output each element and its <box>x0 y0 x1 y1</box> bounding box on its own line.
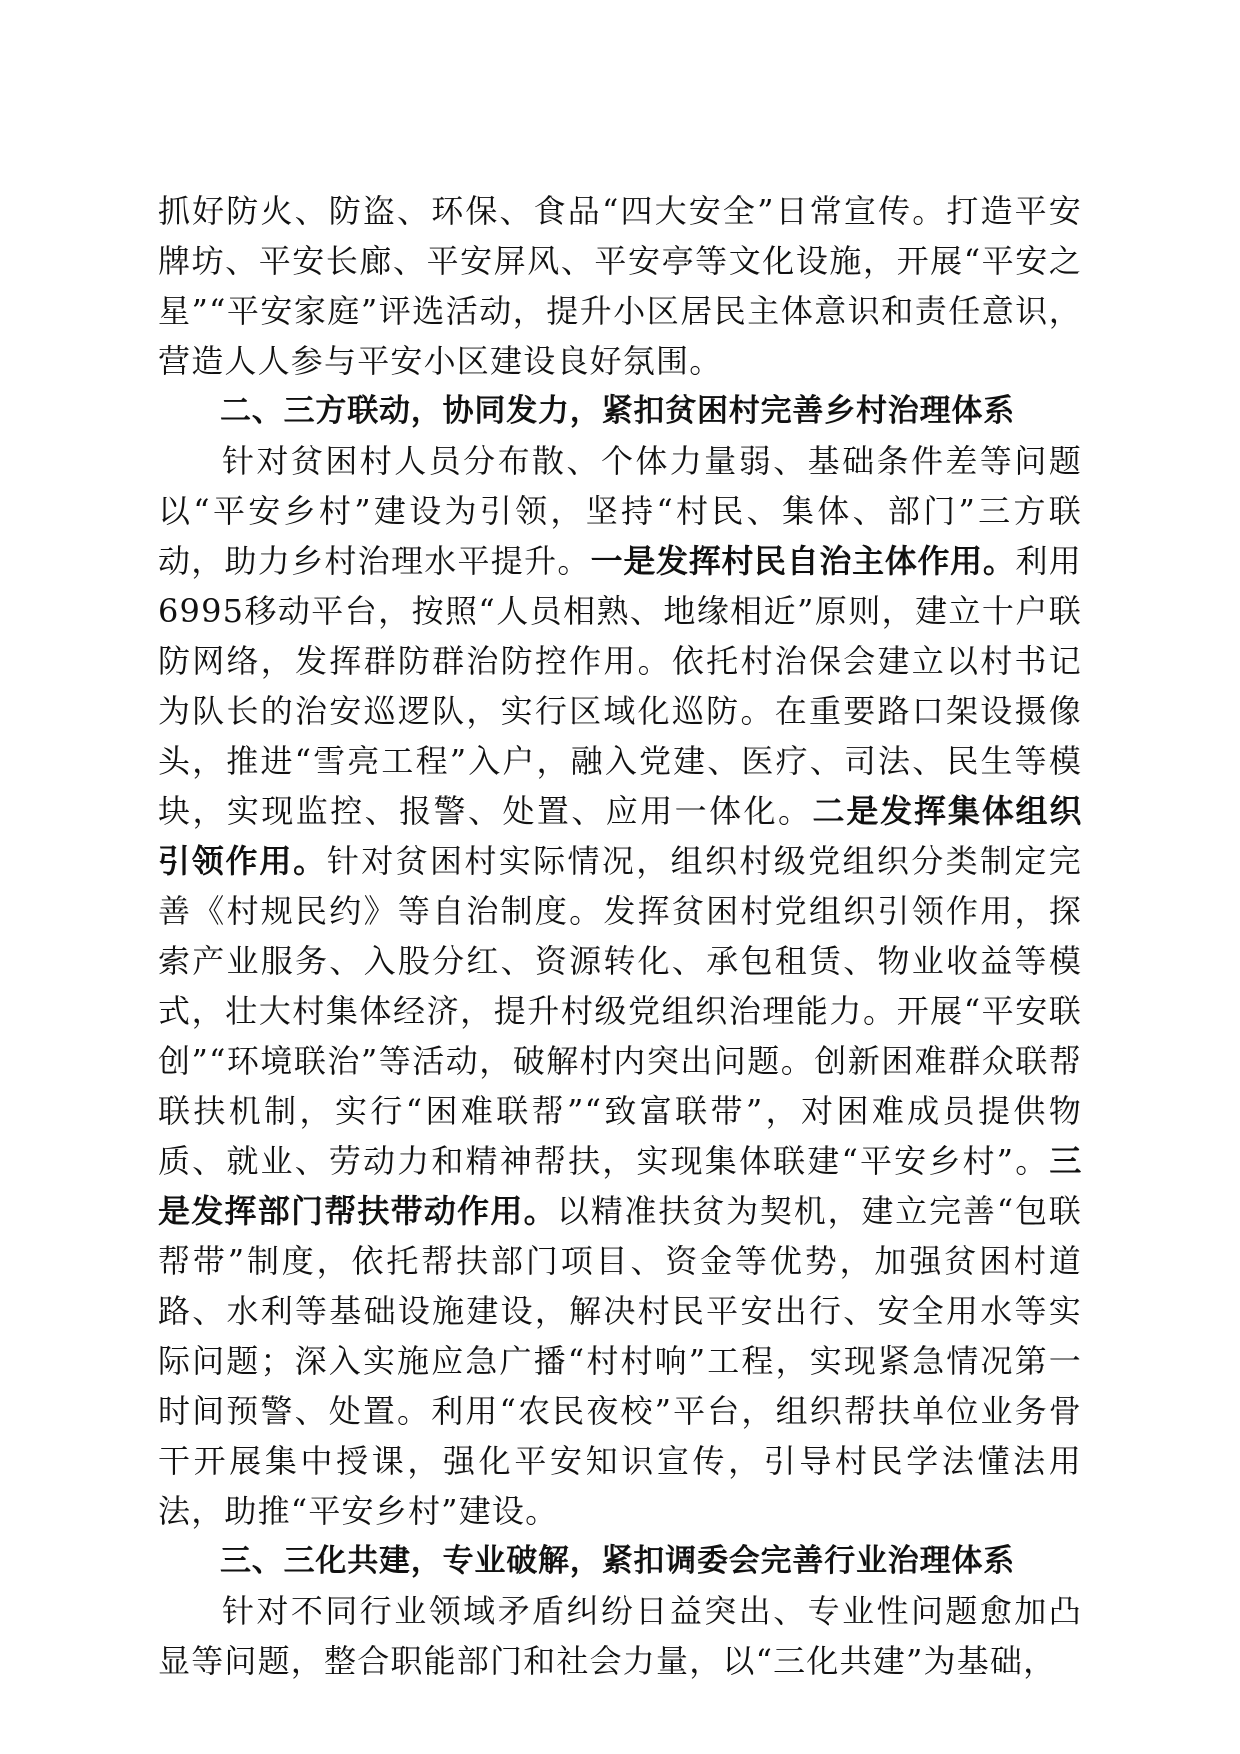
bold-lead-phrase: 二是发挥集体组织引领作用。 <box>158 792 1082 880</box>
paragraph-continued <box>158 186 1082 386</box>
paragraph-section-two <box>158 436 1082 1536</box>
body-text: 以精准扶贫为契机，建立完善“包联帮带”制度，依托帮扶部门项目、资金等优势，加强贫困村道路、水利等基础设施建设，解决村民平安出行、安全用水等实际问题；深入实施应急广播“村村响”工程，实现紧急情况第一时间预警、处置。利用“农民夜校”平台，组织帮扶单位业务骨干开展集中授课，强化平安知识宣传，引导村民学法懂法用法，助推“平安乡村”建设。 <box>158 1192 1083 1530</box>
body-text: 抓好防火、防盗、环保、食品“四大安全”日常宣传。打造平安牌坊、平安长廊、平安屏风、平安亭等文化设施，开展“平安之星”“平安家庭”评选活动，提升小区居民主体意识和责任意识，营造人人参与平安小区建设良好氛围。 <box>158 192 1082 380</box>
body-text: 针对贫困村人员分布散、个体力量弱、基础条件差等问题以“平安乡村”建设为引领，坚持“村民、集体、部门”三方联动，助力乡村治理水平提升。 <box>158 442 1082 580</box>
bold-lead-phrase: 三是发挥部门帮扶带动作用。 <box>158 1142 1082 1230</box>
bold-lead-phrase: 一是发挥村民自治主体作用。 <box>590 542 1016 580</box>
document-page <box>158 186 1082 1686</box>
section-heading-three: 三、三化共建，专业破解，紧扣调委会完善行业治理体系 <box>220 1543 1015 1579</box>
body-text: 针对不同行业领域矛盾纠纷日益突出、专业性问题愈加凸显等问题，整合职能部门和社会力量，以“三化共建”为基础， <box>158 1592 1082 1680</box>
paragraph-section-three <box>158 1586 1082 1686</box>
body-text: 利用6995移动平台，按照“人员相熟、地缘相近”原则，建立十户联防网络，发挥群防群治防控作用。依托村治保会建立以村书记为队长的治安巡逻队，实行区域化巡防。在重要路口架设摄像头，推进“雪亮工程”入户，融入党建、医疗、司法、民生等模块，实现监控、报警、处置、应用一体化。 <box>158 542 1082 830</box>
body-text: 针对贫困村实际情况，组织村级党组织分类制定完善《村规民约》等自治制度。发挥贫困村党组织引领作用，探索产业服务、入股分红、资源转化、承包租赁、物业收益等模式，壮大村集体经济，提升村级党组织治理能力。开展“平安联创”“环境联治”等活动，破解村内突出问题。创新困难群众联帮联扶机制，实行“困难联帮”“致富联带”，对困难成员提供物质、就业、劳动力和精神帮扶，实现集体联建“平安乡村”。 <box>158 842 1082 1180</box>
section-heading-two: 二、三方联动，协同发力，紧扣贫困村完善乡村治理体系 <box>220 393 1015 429</box>
